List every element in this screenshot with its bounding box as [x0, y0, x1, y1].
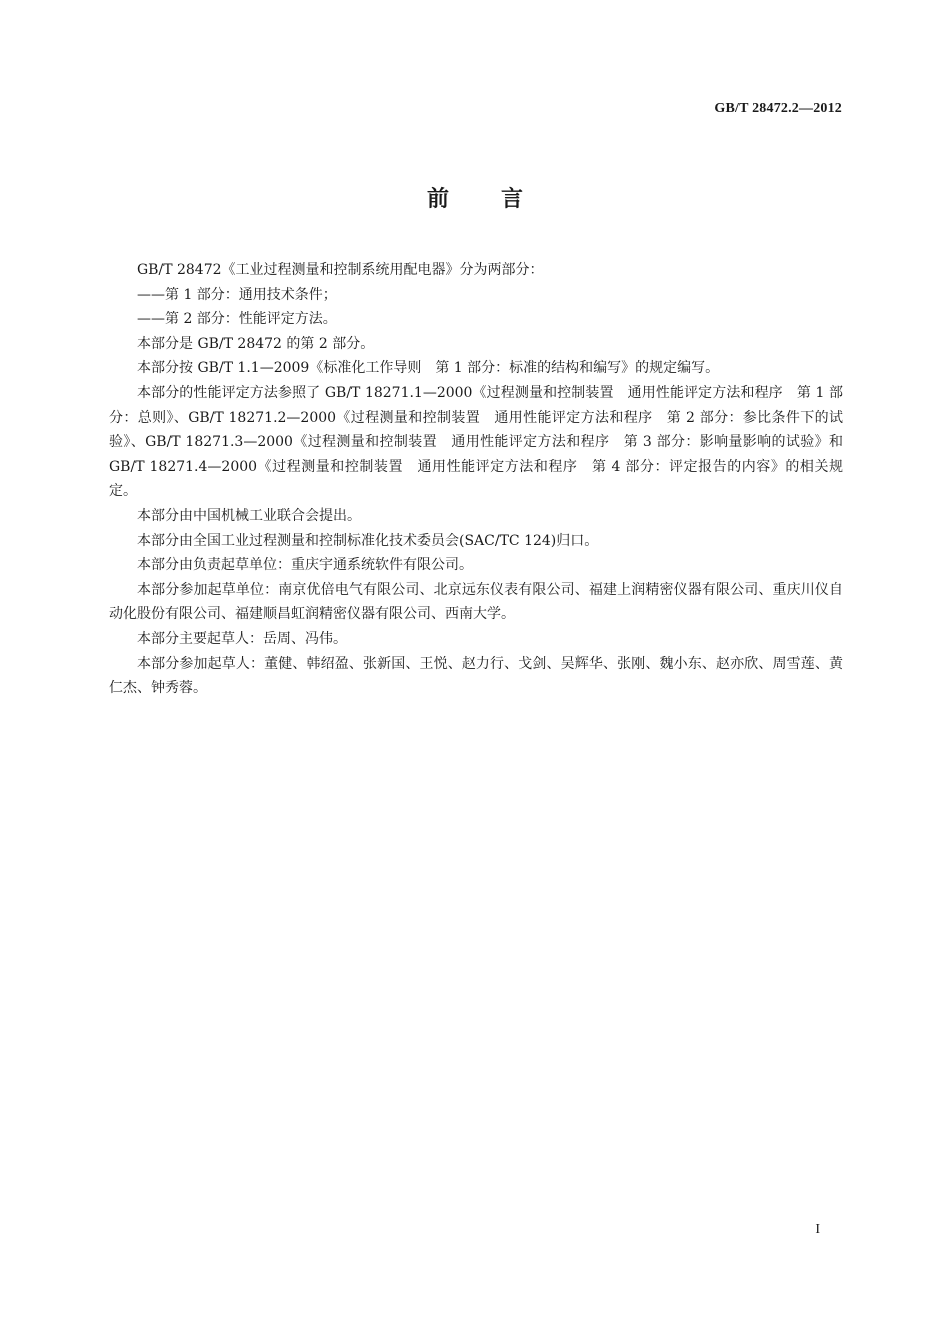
- standard-code: GB/T 28472.2—2012: [714, 101, 842, 116]
- page-title: 前言: [426, 187, 575, 212]
- paragraph-references: 本部分的性能评定方法参照了 GB/T 18271.1—2000《过程测量和控制装置 通用性能评定方法和程序 第 1 部分：总则》、GB/T 18271.2—2000《过程测量和控制装置 通用性能评定方法和程序 第 2 部分：参比条件下的试验》、GB/T 18271.3—2000《过程测量和控制装置 通用性能评定方法和程序 第 3 部分：影响量影响的试验》和 GB/T 18271.4—2000《过程测量和控制装置 通用性能评定方法和程序 第 4 部分：评定报告的内容》的相关规定。: [109, 384, 843, 500]
- paragraph-series-intro: GB/T 28472《工业过程测量和控制系统用配电器》分为两部分：: [137, 262, 544, 278]
- foreword-body: [109, 258, 843, 701]
- paragraph-participating-units: 本部分参加起草单位：南京优倍电气有限公司、北京远东仪表有限公司、福建上润精密仪器有限公司、重庆川仪自动化股份有限公司、福建顺昌虹润精密仪器有限公司、西南大学。: [109, 581, 843, 623]
- paragraph-participating-drafters: 本部分参加起草人：董健、韩绍盈、张新国、王悦、赵力行、戈剑、吴辉华、张刚、魏小东、赵亦欣、周雪莲、黄仁杰、钟秀蓉。: [109, 655, 843, 697]
- page-number: I: [815, 1222, 820, 1237]
- paragraph-proposed-by: 本部分由中国机械工业联合会提出。: [137, 507, 361, 524]
- paragraph-responsible-drafter: 本部分由负责起草单位：重庆宇通系统软件有限公司。: [137, 557, 473, 574]
- paragraph-drafting-rules: 本部分按 GB/T 1.1—2009《标准化工作导则 第 1 部分：标准的结构和编写》的规定编写。: [137, 360, 720, 377]
- paragraph-administered-by: 本部分由全国工业过程测量和控制标准化技术委员会(SAC/TC 124)归口。: [137, 532, 599, 549]
- paragraph-part-1: ——第 1 部分：通用技术条件；: [137, 286, 337, 303]
- paragraph-main-drafters: 本部分主要起草人：岳周、冯伟。: [137, 630, 347, 647]
- paragraph-this-part: 本部分是 GB/T 28472 的第 2 部分。: [137, 335, 375, 352]
- paragraph-part-2: ——第 2 部分：性能评定方法。: [137, 311, 337, 328]
